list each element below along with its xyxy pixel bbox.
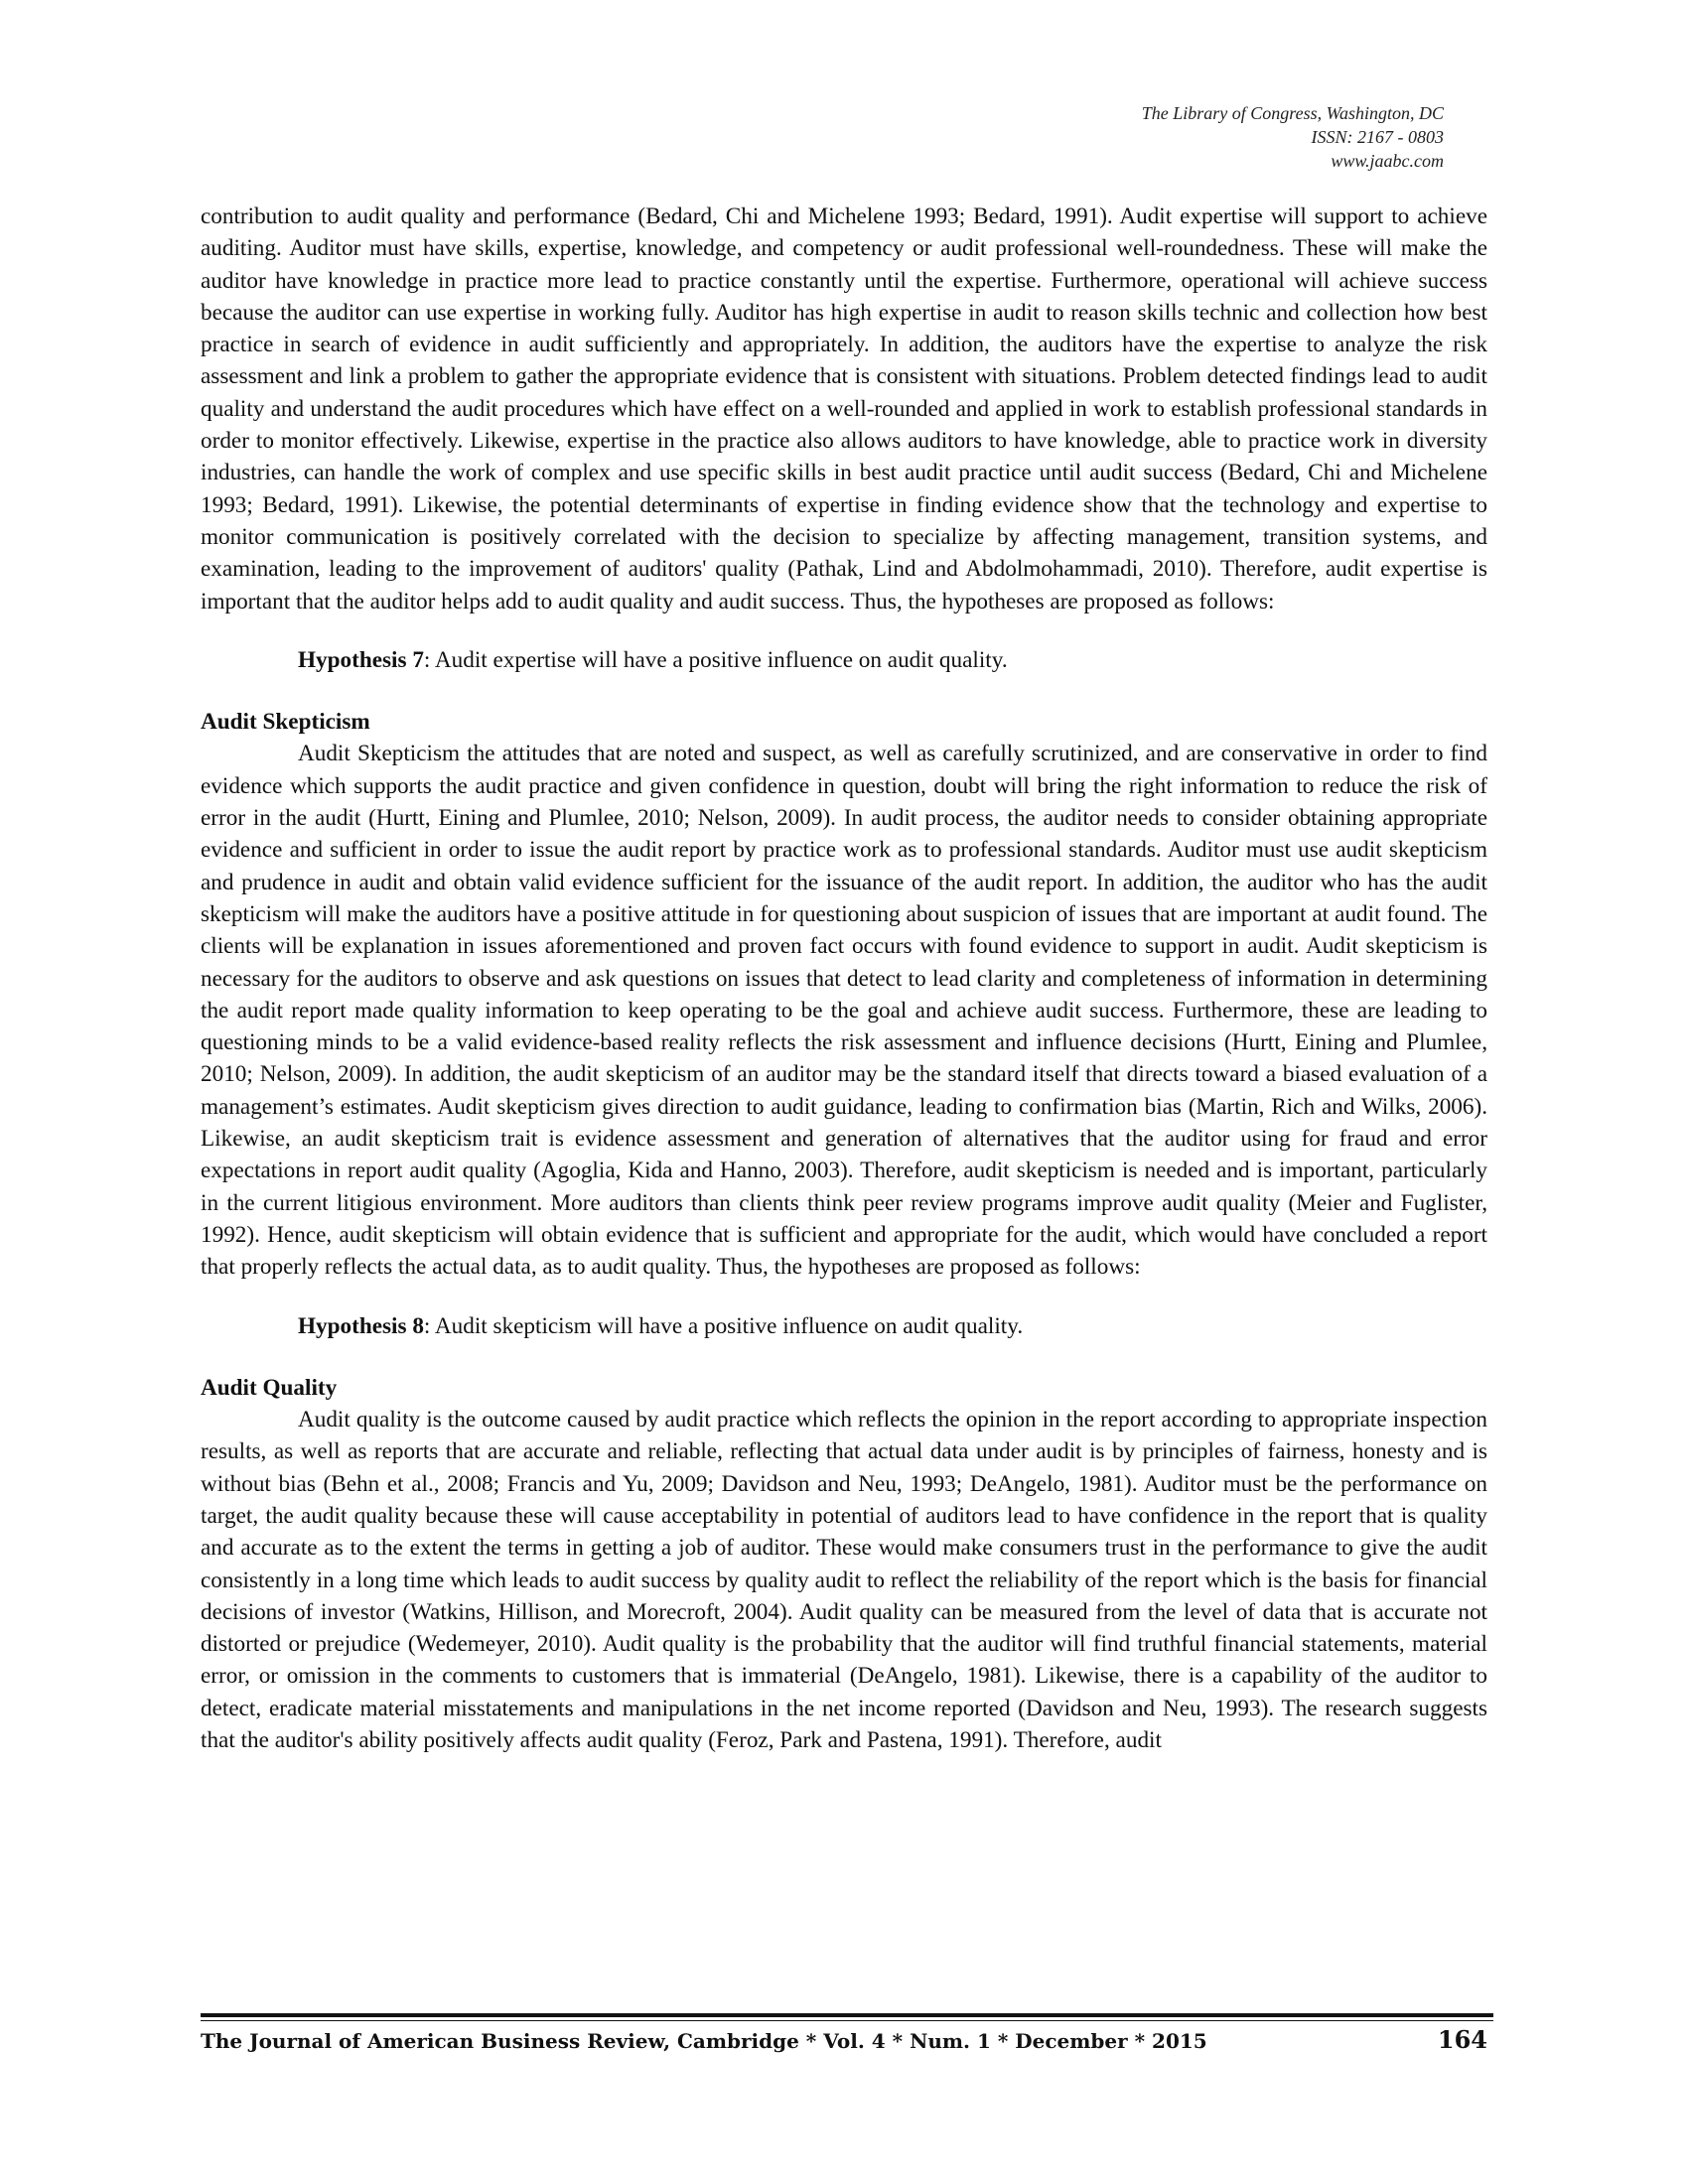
section-heading-quality: Audit Quality <box>201 1374 338 1401</box>
page-number: 164 <box>1437 2025 1487 2054</box>
header-issn-line: ISSN: 2167 - 0803 <box>1311 127 1444 147</box>
hypothesis-7 <box>201 644 1487 676</box>
header-library-line: The Library of Congress, Washington, DC <box>1141 103 1444 123</box>
hypothesis-8-text: : Audit skepticism will have a positive influence on audit quality. <box>423 1312 1024 1339</box>
footer-rule-thick <box>201 2013 1493 2017</box>
footer-rule-thin <box>201 2020 1493 2021</box>
running-header <box>1142 101 1444 173</box>
article-body <box>201 201 1487 1756</box>
hypothesis-7-text: : Audit expertise will have a positive influence on audit quality. <box>423 646 1008 673</box>
hypothesis-8-label: Hypothesis 8 <box>298 1312 424 1339</box>
hypothesis-8 <box>201 1310 1487 1342</box>
expertise-paragraph: contribution to audit quality and performance (Bedard, Chi and Michelene 1993; Bedard, 1991). Audit expertise will support to achieve auditing. Auditor must have skills, expertise, knowledge, and competency or audit professional well-roundedness. These will make the auditor have knowledge in practice more lead to practice constantly until the expertise. Furthermore, operational will achieve success because the auditor can use expertise in working fully. Auditor has high expertise in audit to reason skills technic and collection how best practice in search of evidence in audit sufficiently and appropriately. In addition, the auditors have the expertise to analyze the risk assessment and link a problem to gather the appropriate evidence that is consistent with situations. Problem detected findings lead to audit quality and understand the audit procedures which have effect on a well-rounded and applied in work to establish professional standards in order to monitor effectively. Likewise, expertise in the practice also allows auditors to have knowledge, able to practice work in diversity industries, can handle the work of complex and use specific skills in best audit practice until audit success (Bedard, Chi and Michelene 1993; Bedard, 1991). Likewise, the potential determinants of expertise in finding evidence show that the technology and expertise to monitor communication is positively correlated with the decision to specialize by affecting management, transition systems, and examination, leading to the improvement of auditors' quality (Pathak, Lind and Abdolmohammadi, 2010). Therefore, audit expertise is important that the auditor helps add to audit quality and audit success. Thus, the hypotheses are proposed as follows: <box>201 204 1487 614</box>
hypothesis-7-label: Hypothesis 7 <box>298 646 424 673</box>
skepticism-paragraph: Audit Skepticism the attitudes that are noted and suspect, as well as carefully scrutinized, and are conservative in order to find evidence which supports the audit practice and given confidence in question, doubt will bring the right information to reduce the risk of error in the audit (Hurtt, Eining and Plumlee, 2010; Nelson, 2009). In audit process, the auditor needs to consider obtaining appropriate evidence and sufficient in order to issue the audit report by practice work as to professional standards. Auditor must use audit skepticism and prudence in audit and obtain valid evidence sufficient for the issuance of the audit report. In addition, the auditor who has the audit skepticism will make the auditors have a positive attitude in for questioning about suspicion of issues that are important at audit found. The clients will be explanation in issues aforementioned and proven fact occurs with found evidence to support in audit. Audit skepticism is necessary for the auditors to observe and ask questions on issues that detect to lead clarity and completeness of information in determining the audit report made quality information to keep operating to be the goal and achieve audit success. Furthermore, these are leading to questioning minds to be a valid evidence-based reality reflects the risk assessment and influence decisions (Hurtt, Eining and Plumlee, 2010; Nelson, 2009). In addition, the audit skepticism of an auditor may be the standard itself that directs toward a biased evaluation of a management’s estimates. Audit skepticism gives direction to audit guidance, leading to confirmation bias (Martin, Rich and Wilks, 2006). Likewise, an audit skepticism trait is evidence assessment and generation of alternatives that the auditor using for fraud and error expectations in report audit quality (Agoglia, Kida and Hanno, 2003). Therefore, audit skepticism is needed and is important, particularly in the current litigious environment. More auditors than clients think peer review programs improve audit quality (Meier and Fuglister, 1992). Hence, audit skepticism will obtain evidence that is sufficient and appropriate for the audit, which would have concluded a report that properly reflects the actual data, as to audit quality. Thus, the hypotheses are proposed as follows: <box>201 741 1487 1281</box>
section-heading-skepticism: Audit Skepticism <box>201 709 370 736</box>
footer-journal-citation: The Journal of American Business Review, Cambridge * Vol. 4 * Num. 1 * December * 2015 <box>201 2029 1207 2053</box>
header-website-line: www.jaabc.com <box>1331 151 1444 171</box>
quality-paragraph: Audit quality is the outcome caused by audit practice which reflects the opinion in the report according to appropriate inspection results, as well as reports that are accurate and reliable, reflecting that actual data under audit is by principles of fairness, honesty and is without bias (Behn et al., 2008; Francis and Yu, 2009; Davidson and Neu, 1993; DeAngelo, 1981). Auditor must be the performance on target, the audit quality because these will cause acceptability in potential of auditors lead to have confidence in the report that is quality and accurate as to the extent the terms in getting a job of auditor. These would make consumers trust in the performance to give the audit consistently in a long time which leads to audit success by quality audit to reflect the reliability of the report which is the basis for financial decisions of investor (Watkins, Hillison, and Morecroft, 2004). Audit quality can be measured from the level of data that is accurate not distorted or prejudice (Wedemeyer, 2010). Audit quality is the probability that the auditor will find truthful financial statements, material error, or omission in the comments to customers that is immaterial (DeAngelo, 1981). Likewise, there is a capability of the auditor to detect, eradicate material misstatements and manipulations in the net income reported (Davidson and Neu, 1993). The research suggests that the auditor's ability positively affects audit quality (Feroz, Park and Pastena, 1991). Therefore, audit <box>201 1407 1487 1754</box>
